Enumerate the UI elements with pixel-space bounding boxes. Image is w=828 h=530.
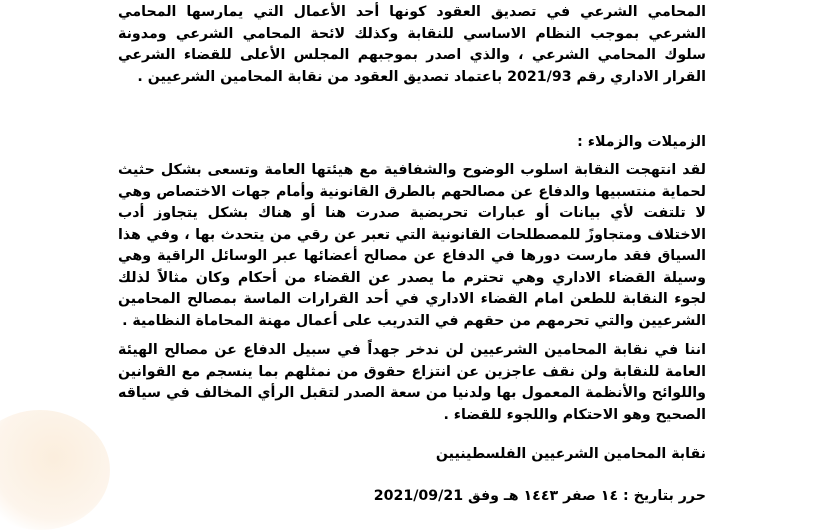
body-paragraph: المحامي الشرعي في تصديق العقود كونها أحد الأعمال التي يمارسها المحامي الشرعي بموجب النظام الاساسي للنقابة وكذلك لائحة المحامي الشرعي ومدونة سلوك المحامي الشرعي ، والذي اصدر بموجبهم المجلس الأعلى للقضاء الشرعي القرار الاداري رقم 2021/93 باعتماد تصديق العقود من نقابة المحامين الشرعيين . bbox=[118, 4, 706, 85]
body-paragraph: لقد انتهجت النقابة اسلوب الوضوح والشفافية مع هيئتها العامة وتسعى بشكل حثيث لحماية منتسبيها والدفاع عن مصالحهم بالطرق القانونية وأمام جهات الاختصاص وهي لا تلتفت لأي بيانات أو عبارات تحريضية صدرت هنا أو هناك بشكل يتجاوز أدب الاختلاف ومتجاوزً للمصطلحات القانونية التي تعبر عن رقي من يتحدث بها ، وفي هذا السياق فقد مارست دورها في الدفاع عن مصالح أعضائها عبر الوسائل الراقية وهي وسيلة القضاء الاداري وهي تحترم ما يصدر عن القضاء من أحكام وكان مثالاً لذلك لجوء النقابة للطعن امام القضاء الاداري في أحد القرارات الماسة بمصالح المحامين الشرعيين والتي تحرمهم من حقهم في التدريب على أعمال مهنة المحاماة النظامية . bbox=[118, 162, 706, 329]
seal-watermark bbox=[0, 410, 110, 530]
signature-line: نقابة المحامين الشرعيين الفلسطينيين bbox=[435, 446, 706, 463]
salutation: الزميلات والزملاء : bbox=[577, 134, 706, 151]
issue-date-value: 2021/09/21 bbox=[373, 488, 464, 505]
body-paragraph: اننا في نقابة المحامين الشرعيين لن ندخر جهداً في سبيل الدفاع عن مصالح الهيئة العامة للنقابة ولن نقف عاجزين عن انتزاع حقوق من نمثلهم بما ينسجم مع القوانين واللوائح والأنظمة المعمول بها ولدنيا من سعة الصدر لتقبل الرأي المخالف في سياقه الصحيح وهو الاحتكام واللجوء للقضاء . bbox=[118, 342, 706, 423]
issue-date-line bbox=[118, 486, 706, 508]
issue-date-prefix: حرر بتاريخ : ١٤ صفر ١٤٤٣ هـ وفق bbox=[468, 488, 706, 505]
